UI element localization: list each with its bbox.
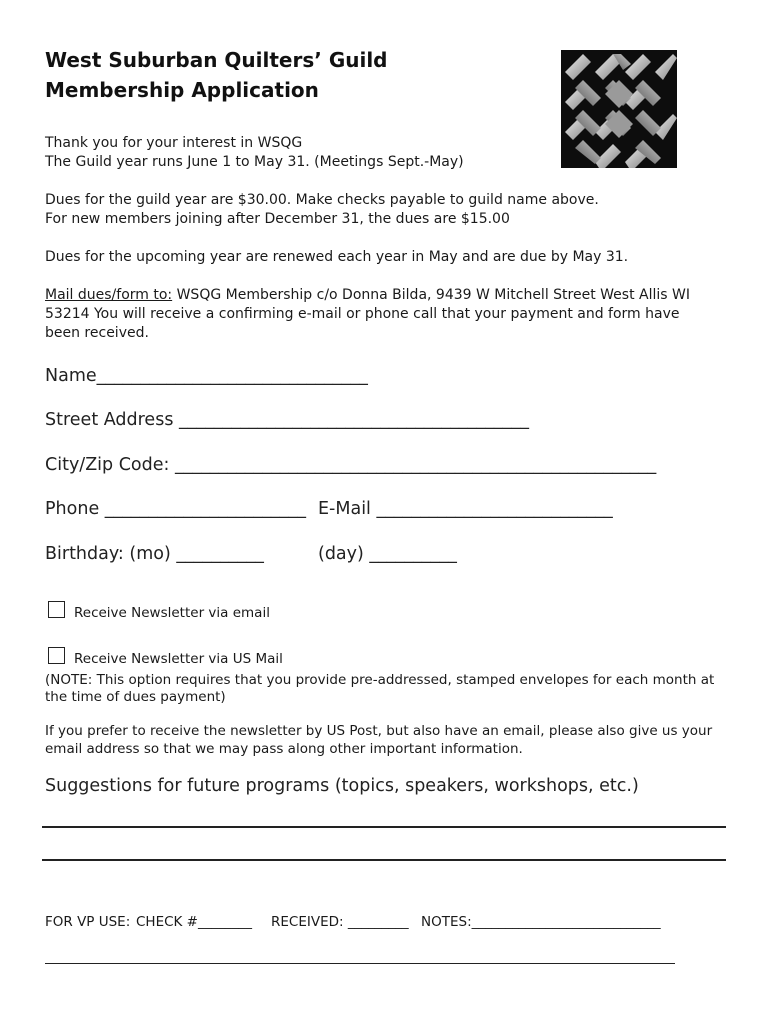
post-line-2: email address so that we may pass along other important information. <box>45 741 523 757</box>
dues-line-1: Dues for the guild year are $30.00. Make checks payable to guild name above. <box>45 192 599 208</box>
birthday-month-field[interactable]: Birthday: (mo) __________ <box>45 544 264 564</box>
vp-notes-extra-line[interactable] <box>45 963 675 964</box>
form-title-line1: West Suburban Quilters’ Guild <box>45 48 388 72</box>
name-field[interactable]: Name_______________________________ <box>45 366 368 386</box>
note-line-2: the time of dues payment) <box>45 689 226 705</box>
dues-line-2: For new members joining after December 31, the dues are $15.00 <box>45 211 510 227</box>
birthday-day-field[interactable]: (day) __________ <box>318 544 457 564</box>
vp-check-field[interactable]: CHECK #________ <box>136 914 252 930</box>
mail-line-3: been received. <box>45 325 149 341</box>
mail-line-2: 53214 You will receive a confirming e-mail or phone call that your payment and form have <box>45 306 680 322</box>
suggestions-line-2[interactable] <box>42 859 726 861</box>
city-zip-field[interactable]: City/Zip Code: _______________________________________________________ <box>45 455 657 475</box>
vp-received-field[interactable]: RECEIVED: _________ <box>271 914 409 930</box>
intro-line-1: Thank you for your interest in WSQG <box>45 135 303 151</box>
newsletter-mail-checkbox[interactable] <box>48 647 65 664</box>
quilt-pattern-icon <box>561 50 677 168</box>
suggestions-label: Suggestions for future programs (topics, speakers, workshops, etc.) <box>45 776 639 796</box>
street-address-field[interactable]: Street Address ________________________________________ <box>45 410 529 430</box>
form-title-line2: Membership Application <box>45 78 319 102</box>
vp-use-label: FOR VP USE: <box>45 914 131 930</box>
post-line-1: If you prefer to receive the newsletter by US Post, but also have an email, please also give us your <box>45 723 713 739</box>
vp-notes-field[interactable]: NOTES:____________________________ <box>421 914 661 930</box>
suggestions-line-1[interactable] <box>42 826 726 828</box>
quilt-block-logo <box>561 50 677 168</box>
newsletter-mail-label: Receive Newsletter via US Mail <box>74 651 283 667</box>
newsletter-email-checkbox[interactable] <box>48 601 65 618</box>
mail-label: Mail dues/form to: <box>45 287 173 303</box>
email-field[interactable]: E-Mail ___________________________ <box>318 499 613 519</box>
mail-address: WSQG Membership c/o Donna Bilda, 9439 W Mitchell Street West Allis WI <box>172 287 690 303</box>
phone-field[interactable]: Phone _______________________ <box>45 499 307 519</box>
mail-line-1 <box>45 286 690 305</box>
renewal-line: Dues for the upcoming year are renewed each year in May and are due by May 31. <box>45 249 629 265</box>
newsletter-email-label: Receive Newsletter via email <box>74 605 270 621</box>
intro-line-2: The Guild year runs June 1 to May 31. (Meetings Sept.-May) <box>45 154 464 170</box>
note-line-1: (NOTE: This option requires that you provide pre-addressed, stamped envelopes for each month at <box>45 672 715 688</box>
